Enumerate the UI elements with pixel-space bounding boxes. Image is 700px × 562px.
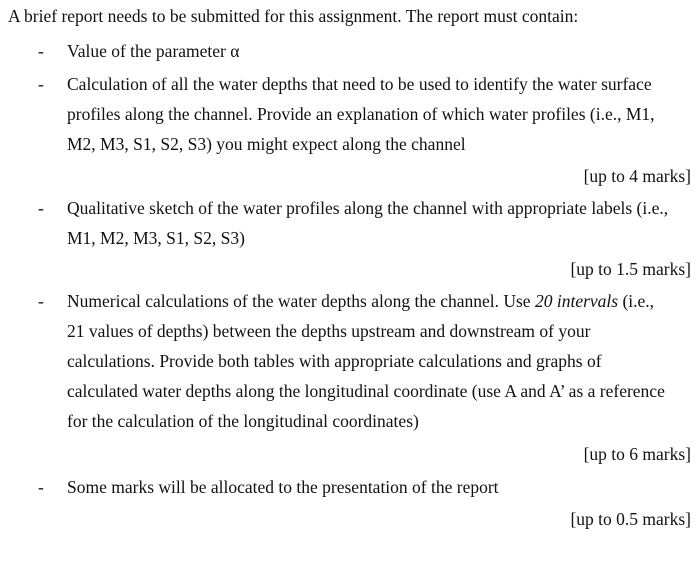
item-4-line-4: calculated water depths along the longitudinal coordinate (use A and A’ as a reference bbox=[67, 381, 665, 401]
item-2-line-1: Calculation of all the water depths that need to be used to identify the water surface bbox=[67, 74, 652, 94]
item-4-line-5: for the calculation of the longitudinal coordinates) bbox=[67, 411, 419, 431]
item-5-line-1: Some marks will be allocated to the presentation of the report bbox=[67, 477, 499, 497]
item-1-line-1: Value of the parameter α bbox=[67, 41, 240, 61]
item-4-line-3: calculations. Provide both tables with appropriate calculations and graphs of bbox=[67, 351, 602, 371]
bullet-dash: - bbox=[38, 291, 44, 311]
intro-text: A brief report needs to be submitted for this assignment. The report must contain: bbox=[8, 6, 579, 26]
item-4-intervals-emphasis: 20 intervals bbox=[534, 291, 619, 311]
bullet-dash: - bbox=[38, 74, 44, 94]
item-4-line-1 bbox=[67, 291, 654, 312]
item-4-marks: [up to 6 marks] bbox=[583, 444, 691, 464]
item-4-line-2: 21 values of depths) between the depths upstream and downstream of your bbox=[67, 321, 591, 341]
item-2-marks: [up to 4 marks] bbox=[583, 166, 691, 186]
bullet-dash: - bbox=[38, 41, 44, 61]
item-3-marks: [up to 1.5 marks] bbox=[570, 259, 691, 279]
item-4-line-1-post: (i.e., bbox=[618, 291, 655, 311]
item-3-line-2: M1, M2, M3, S1, S2, S3) bbox=[67, 228, 245, 248]
bullet-dash: - bbox=[38, 198, 44, 218]
item-4-line-1-pre: Numerical calculations of the water depths along the channel. Use bbox=[67, 291, 535, 311]
bullet-dash: - bbox=[38, 477, 44, 497]
item-3-line-1: Qualitative sketch of the water profiles along the channel with appropriate labels (i.e., bbox=[67, 198, 669, 218]
item-2-line-3: M2, M3, S1, S2, S3) you might expect along the channel bbox=[67, 134, 466, 154]
item-5-marks: [up to 0.5 marks] bbox=[570, 509, 691, 529]
item-2-line-2: profiles along the channel. Provide an explanation of which water profiles (i.e., M1, bbox=[67, 104, 655, 124]
